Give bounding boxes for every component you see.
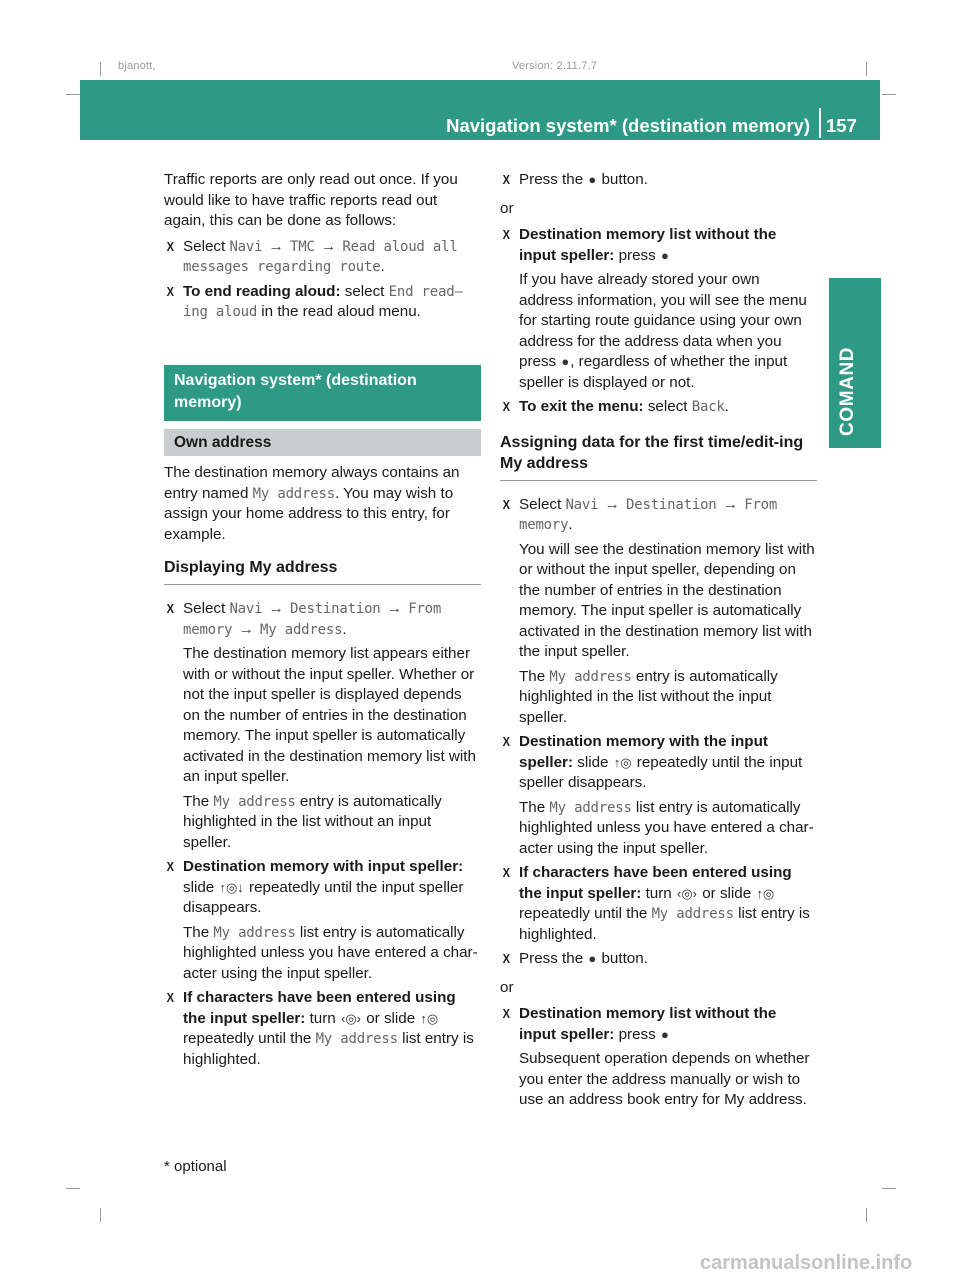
step-text: Select bbox=[519, 495, 566, 513]
arrow-icon: → bbox=[604, 495, 620, 513]
step-text: press bbox=[614, 246, 660, 264]
controller-press-icon: ● bbox=[561, 354, 570, 369]
menu-item-back: Back bbox=[691, 399, 725, 415]
step-press-button bbox=[500, 170, 817, 191]
step-text: . bbox=[380, 258, 385, 275]
intro-text: Traffic reports are only read out once. If you would like to have traffic reports read out again, this can be done as follows: bbox=[164, 171, 458, 229]
header-divider bbox=[819, 108, 821, 138]
arrow-icon: → bbox=[386, 600, 402, 617]
step-bold: Destination memory list without the input speller: bbox=[519, 226, 777, 264]
crop-mark bbox=[882, 1188, 896, 1189]
step-list-without-speller bbox=[500, 1004, 817, 1111]
step-text: list entry is highlighted. bbox=[519, 905, 810, 943]
step-text: turn bbox=[305, 1009, 340, 1027]
or-text: or bbox=[500, 199, 514, 217]
step-text: slide bbox=[183, 878, 219, 896]
step-bold: If characters have been entered using the input speller: bbox=[519, 864, 792, 902]
entry-name: My address bbox=[549, 799, 632, 816]
step-text: Select bbox=[183, 600, 230, 617]
step-text: in the read aloud menu. bbox=[257, 303, 421, 320]
step-select-from-memory bbox=[500, 495, 817, 729]
text: entry is automatically highlighted in the list without the input speller. bbox=[519, 667, 778, 726]
side-tab bbox=[829, 278, 881, 318]
step-text: repeatedly until the bbox=[519, 905, 652, 922]
text: The destination memory always contains an entry named bbox=[164, 464, 460, 502]
watermark: carmanualsonline.info bbox=[700, 1252, 913, 1274]
step-end-reading bbox=[164, 282, 481, 323]
text: . You may wish to assign your home address to this entry, for example. bbox=[164, 484, 454, 543]
step-body: You will see the destination memory list with or without the input speller, depending on the number of entries in the destination memory. The input speller is automatically activated in the destination memory list with the input speller. bbox=[519, 540, 815, 660]
step-dest-memory-with-speller bbox=[500, 732, 817, 859]
step-body: Subsequent operation depends on whether you enter the address manually or wish to use an address book entry for My address. bbox=[519, 1050, 810, 1108]
step-text: or slide bbox=[698, 884, 756, 902]
crop-mark bbox=[100, 62, 101, 76]
step-text: turn bbox=[641, 884, 676, 902]
step-text: select bbox=[643, 398, 692, 415]
page-number: 157 bbox=[826, 115, 857, 136]
step-select-my-address bbox=[164, 599, 481, 853]
arrow-icon: → bbox=[320, 237, 337, 255]
step-body bbox=[519, 798, 817, 860]
controller-slide-icon: ↑◎ bbox=[613, 754, 632, 770]
dest-intro bbox=[164, 463, 481, 545]
step-text: select bbox=[340, 282, 389, 300]
side-tab-label: COMAND bbox=[837, 346, 858, 436]
entry-name: My address bbox=[213, 793, 296, 810]
step-bold: To end reading aloud: bbox=[183, 282, 341, 300]
controller-press-icon: ● bbox=[588, 951, 597, 966]
step-text: button. bbox=[597, 950, 648, 967]
step-bold: Destination memory with the input speller: bbox=[519, 733, 768, 771]
step-bold: To exit the menu: bbox=[519, 398, 644, 415]
print-meta-left: bjanott, bbox=[118, 60, 156, 72]
text: If you have already stored your own address information, you will see the menu for starting route guidance using your own address for the address data when you press bbox=[519, 271, 807, 370]
menu-item-navi: Navi bbox=[229, 601, 263, 617]
crop-mark bbox=[100, 1208, 101, 1222]
crop-mark bbox=[866, 62, 867, 76]
menu-item-destination: Destination bbox=[290, 601, 381, 617]
text: list entry is automatically highlighted unless you have entered a char-acter using the input speller. bbox=[183, 923, 478, 982]
step-text: repeatedly until the bbox=[183, 1030, 316, 1047]
arrow-icon: → bbox=[722, 495, 738, 513]
step-bold: Destination memory list without the input speller: bbox=[519, 1005, 777, 1043]
arrow-icon: → bbox=[268, 237, 284, 255]
controller-press-icon: ● bbox=[660, 1026, 669, 1042]
controller-turn-icon: ‹◎› bbox=[676, 885, 697, 901]
step-text: button. bbox=[597, 171, 648, 188]
section-heading: Navigation system* (destination memory) bbox=[164, 365, 481, 421]
controller-slide-icon: ↑◎ bbox=[420, 1010, 439, 1026]
step-text: . bbox=[342, 620, 347, 638]
menu-item-destination: Destination bbox=[626, 496, 717, 513]
entry-name: My address bbox=[549, 668, 632, 685]
step-bold: Destination memory with input speller: bbox=[183, 858, 464, 875]
step-dest-memory-with-speller bbox=[164, 857, 481, 984]
crop-mark bbox=[66, 1188, 80, 1189]
heading-displaying-my-address: Displaying My address bbox=[164, 557, 481, 585]
text: list entry is automatically highlighted unless you have entered a char-acter using the input speller. bbox=[519, 798, 814, 857]
menu-item-end-reading: End read–ing aloud bbox=[183, 283, 463, 320]
menu-item-tmc: TMC bbox=[290, 238, 315, 255]
step-body bbox=[519, 270, 817, 393]
controller-press-icon: ● bbox=[588, 172, 597, 187]
arrow-icon: → bbox=[268, 600, 284, 617]
step-text: slide bbox=[573, 753, 613, 771]
text: entry is automatically highlighted in the list without an input speller. bbox=[183, 792, 442, 851]
or-text: or bbox=[500, 978, 514, 996]
menu-item-navi: Navi bbox=[229, 238, 263, 255]
step-text: repeatedly until the input speller disappears. bbox=[183, 878, 464, 916]
menu-item-read-aloud: Read aloud all messages regarding route bbox=[183, 238, 458, 275]
step-text: . bbox=[724, 398, 729, 415]
entry-name: My address bbox=[315, 1031, 398, 1047]
menu-item-from-memory: From memory bbox=[183, 601, 442, 638]
heading-assigning-data: Assigning data for the first time/edit-ing My address bbox=[500, 432, 817, 481]
step-exit-menu bbox=[500, 397, 817, 418]
page-title: Navigation system* (destination memory) bbox=[446, 115, 810, 136]
step-list-without-speller bbox=[500, 225, 817, 393]
text: , regardless of whether the input speller is displayed or not. bbox=[519, 353, 788, 391]
step-characters-entered bbox=[164, 988, 481, 1070]
menu-item-my-address: My address bbox=[260, 621, 343, 638]
step-text: or slide bbox=[362, 1009, 420, 1027]
step-body bbox=[183, 792, 481, 854]
step-select-read-aloud bbox=[164, 237, 481, 278]
text: The bbox=[183, 792, 214, 810]
entry-name: My address bbox=[252, 485, 335, 502]
menu-item-from-memory: From memory bbox=[519, 496, 778, 533]
entry-name: My address bbox=[651, 906, 734, 922]
step-text: Press the bbox=[519, 950, 588, 967]
step-characters-entered bbox=[500, 863, 817, 945]
arrow-icon: → bbox=[238, 620, 254, 638]
step-body bbox=[519, 667, 817, 729]
footnote: * optional bbox=[164, 1158, 227, 1175]
step-text: press bbox=[614, 1025, 660, 1043]
crop-mark bbox=[882, 94, 896, 95]
text: The bbox=[183, 923, 214, 941]
step-text: Press the bbox=[519, 171, 588, 188]
step-text: Select bbox=[183, 237, 230, 255]
step-body bbox=[183, 923, 481, 985]
step-text: list entry is highlighted. bbox=[183, 1030, 474, 1068]
text: The bbox=[519, 798, 550, 816]
step-text: . bbox=[568, 516, 573, 533]
controller-slide-icon: ↑◎↓ bbox=[219, 879, 244, 895]
step-body: The destination memory list appears either with or without the input speller. Whether or not the input speller is displayed depends on the number of entries in the destination memory. The input speller is automatically activated in the destination memory list with an input speller. bbox=[183, 645, 476, 785]
left-column bbox=[164, 170, 481, 1074]
menu-item-navi: Navi bbox=[565, 496, 599, 513]
right-column bbox=[500, 170, 817, 1115]
controller-press-icon: ● bbox=[660, 247, 669, 263]
step-press-button bbox=[500, 949, 817, 970]
subsection-heading: Own address bbox=[164, 429, 481, 457]
controller-turn-icon: ‹◎› bbox=[340, 1010, 361, 1026]
crop-mark bbox=[66, 94, 80, 95]
controller-slide-icon: ↑◎ bbox=[756, 885, 775, 901]
text: The bbox=[519, 667, 550, 685]
crop-mark bbox=[866, 1208, 867, 1222]
step-text: repeatedly until the input speller disappears. bbox=[519, 753, 803, 791]
print-meta-right: Version: 2.11.7.7 bbox=[512, 60, 598, 72]
entry-name: My address bbox=[213, 924, 296, 941]
step-bold: If characters have been entered using the input speller: bbox=[183, 989, 456, 1027]
